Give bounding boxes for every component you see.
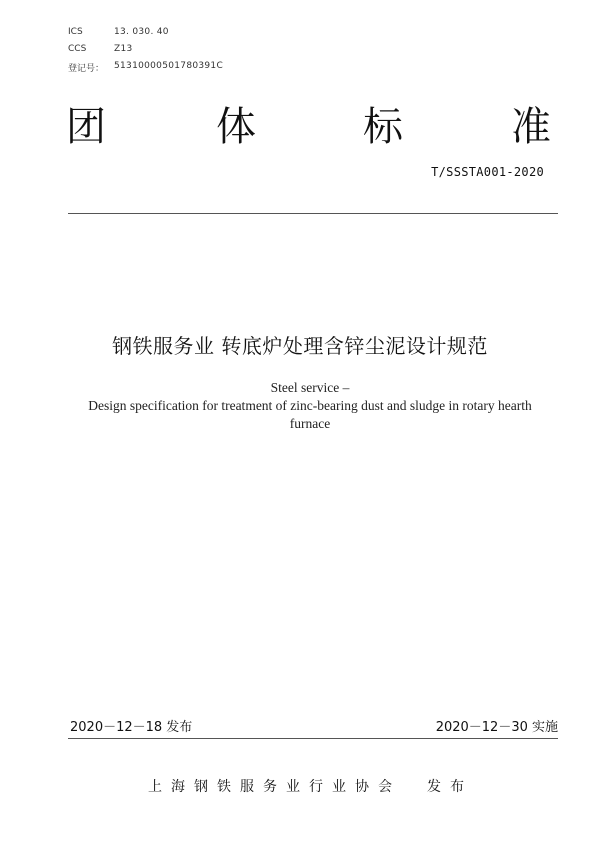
footer-divider <box>68 738 558 739</box>
registration-value: 51310000501780391C <box>114 61 224 71</box>
implement-date: 2020－12－30 实施 <box>435 720 558 735</box>
ccs-label: CCS <box>68 44 87 54</box>
ccs-value: Z13 <box>114 44 133 54</box>
standard-number: T/SSSTA001-2020 <box>431 165 544 179</box>
main-title-char: 体 <box>216 104 256 150</box>
issuer-suffix: 发布 <box>427 779 473 795</box>
publish-date: 2020－12－18 发布 <box>70 720 193 735</box>
header-divider <box>68 213 558 214</box>
issuer-name: 上海钢铁服务业行业协会 <box>148 779 401 795</box>
english-title-line: furnace <box>289 416 331 431</box>
english-title-line: Design specification for treatment of zinc-bearing dust and sludge in rotary hearth <box>88 398 532 413</box>
english-title <box>60 379 560 433</box>
main-title-char: 标 <box>363 104 403 150</box>
main-title-char: 团 <box>66 104 106 150</box>
registration-label: 登记号： <box>68 64 105 74</box>
ics-label: ICS <box>68 27 83 37</box>
main-title <box>66 102 554 152</box>
main-title-char: 准 <box>511 104 551 150</box>
ics-value: 13. 030. 40 <box>114 27 169 37</box>
english-title-line: Steel service – <box>270 380 350 395</box>
chinese-title: 钢铁服务业 转底炉处理含锌尘泥设计规范 <box>112 334 488 358</box>
